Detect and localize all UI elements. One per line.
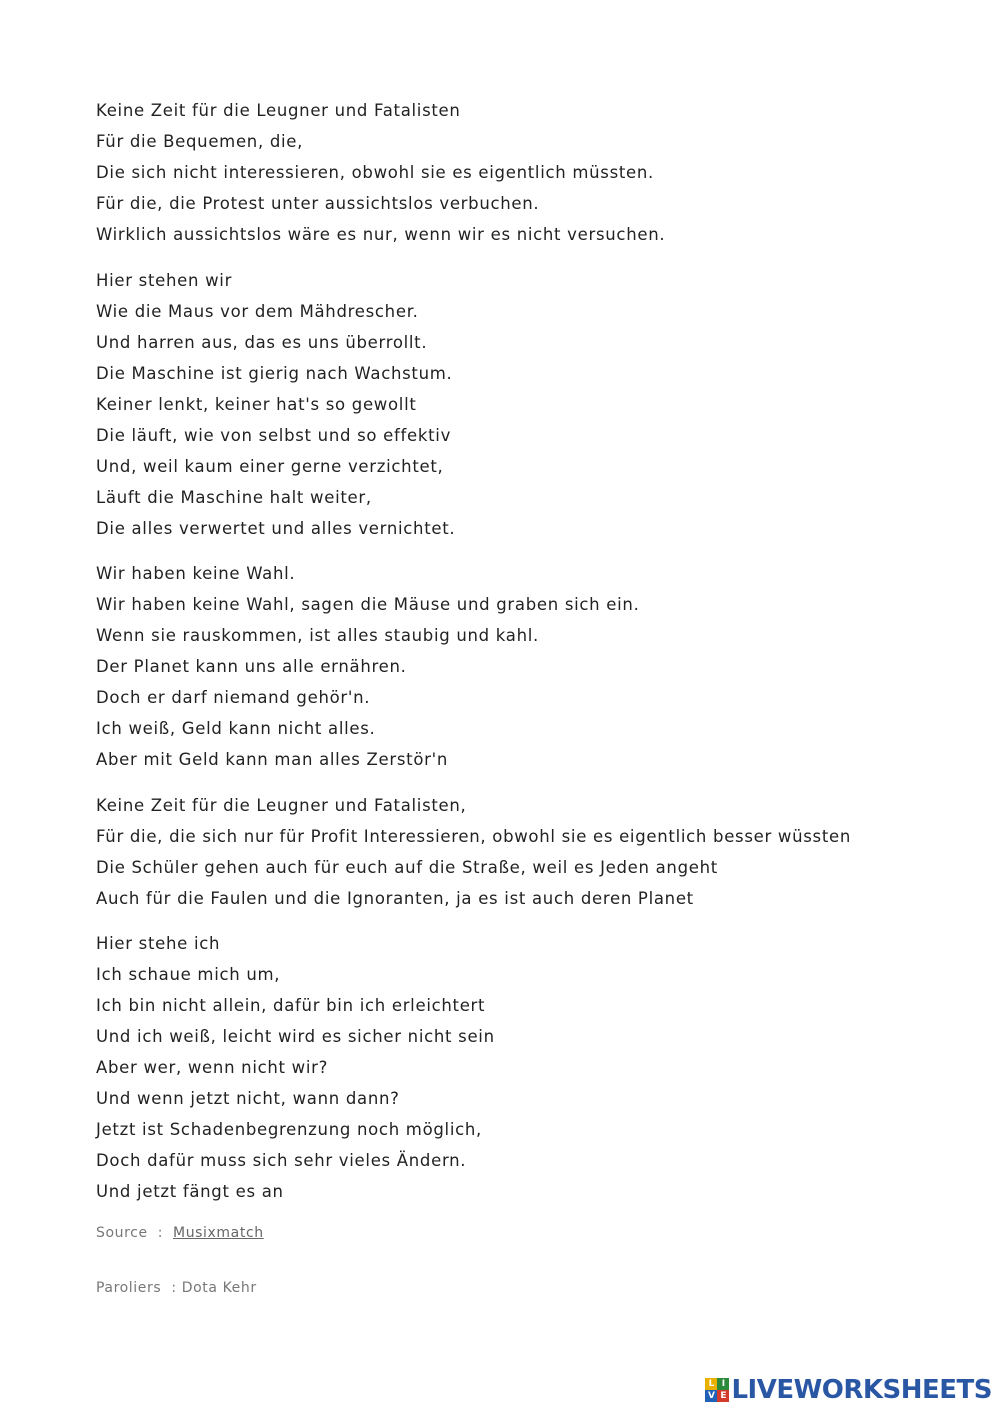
stanza (96, 928, 976, 1207)
lyric-line: Die sich nicht interessieren, obwohl sie es eigentlich müssten. (96, 163, 655, 182)
lyric-line: Für die, die sich nur für Profit Interessieren, obwohl sie es eigentlich besser wüssten (96, 826, 852, 846)
lyric-line: Für die, die Protest unter aussichtslos verbuchen. (96, 194, 540, 213)
stanza (96, 265, 976, 544)
lyric-line: Ich schaue mich um, (96, 965, 281, 985)
lyricists-value: : Dota Kehr (171, 1280, 257, 1296)
logo-letter-e: E (717, 1390, 729, 1402)
source-separator: : (157, 1225, 164, 1241)
lyric-line: Und ich weiß, leicht wird es sicher nicht sein (96, 1027, 495, 1047)
lyric-line: Die alles verwertet und alles vernichtet. (96, 518, 456, 538)
lyric-line: Doch er darf niemand gehör'n. (96, 688, 371, 708)
lyric-line: Aber wer, wenn nicht wir? (96, 1058, 329, 1078)
brand-wordmark: LIVEWORKSHEETS (731, 1375, 992, 1405)
lyric-line: Wenn sie rauskommen, ist alles staubig und kahl. (96, 626, 539, 646)
lyric-line: Keine Zeit für die Leugner und Fatalisten (96, 101, 461, 120)
logo-letter-i: I (717, 1378, 729, 1390)
lyric-line: Wir haben keine Wahl. (96, 564, 296, 584)
source-line (96, 1225, 264, 1241)
lyric-line: Und wenn jetzt nicht, wann dann? (96, 1089, 400, 1109)
lyric-line: Hier stehe ich (96, 934, 221, 954)
lyric-line: Keiner lenkt, keiner hat's so gewollt (96, 394, 417, 414)
stanza (96, 95, 976, 250)
lyric-line: Ich weiß, Geld kann nicht alles. (96, 719, 376, 739)
lyric-line: Hier stehen wir (96, 270, 233, 290)
lyric-line: Wirklich aussichtslos wäre es nur, wenn wir es nicht versuchen. (96, 225, 666, 244)
stanza (96, 790, 976, 914)
liveworksheets-logo-icon (705, 1378, 729, 1402)
lyric-line: Ich bin nicht allein, dafür bin ich erleichtert (96, 996, 486, 1016)
lyricists-line (96, 1280, 257, 1296)
lyric-line: Auch für die Faulen und die Ignoranten, ja es ist auch deren Planet (96, 888, 694, 908)
lyric-line: Die Maschine ist gierig nach Wachstum. (96, 363, 453, 383)
source-label: Source (96, 1225, 148, 1241)
lyricists-label: Paroliers (96, 1280, 162, 1296)
stanza (96, 558, 976, 775)
logo-letter-v: V (705, 1390, 717, 1402)
lyrics-body (96, 95, 976, 1222)
lyric-line: Und jetzt fängt es an (96, 1182, 284, 1202)
lyric-line: Läuft die Maschine halt weiter, (96, 487, 372, 507)
source-link[interactable]: Musixmatch (173, 1225, 264, 1241)
lyric-line: Doch dafür muss sich sehr vieles Ändern. (96, 1151, 467, 1171)
lyric-line: Aber mit Geld kann man alles Zerstör'n (96, 750, 449, 770)
lyric-line: Keine Zeit für die Leugner und Fatalisten, (96, 795, 467, 815)
lyric-line: Die läuft, wie von selbst und so effektiv (96, 425, 452, 445)
lyric-line: Wir haben keine Wahl, sagen die Mäuse und graben sich ein. (96, 595, 640, 615)
lyric-line: Die Schüler gehen auch für euch auf die Straße, weil es Jeden angeht (96, 857, 718, 877)
lyric-line: Und, weil kaum einer gerne verzichtet, (96, 456, 444, 476)
logo-letter-l: L (705, 1378, 717, 1390)
lyric-line: Und harren aus, das es uns überrollt. (96, 332, 428, 352)
lyric-line: Jetzt ist Schadenbegrenzung noch möglich, (96, 1120, 482, 1140)
lyric-line: Für die Bequemen, die, (96, 132, 304, 151)
liveworksheets-brand[interactable] (705, 1375, 992, 1405)
lyric-line: Der Planet kann uns alle ernähren. (96, 657, 407, 677)
lyric-line: Wie die Maus vor dem Mähdrescher. (96, 301, 419, 321)
